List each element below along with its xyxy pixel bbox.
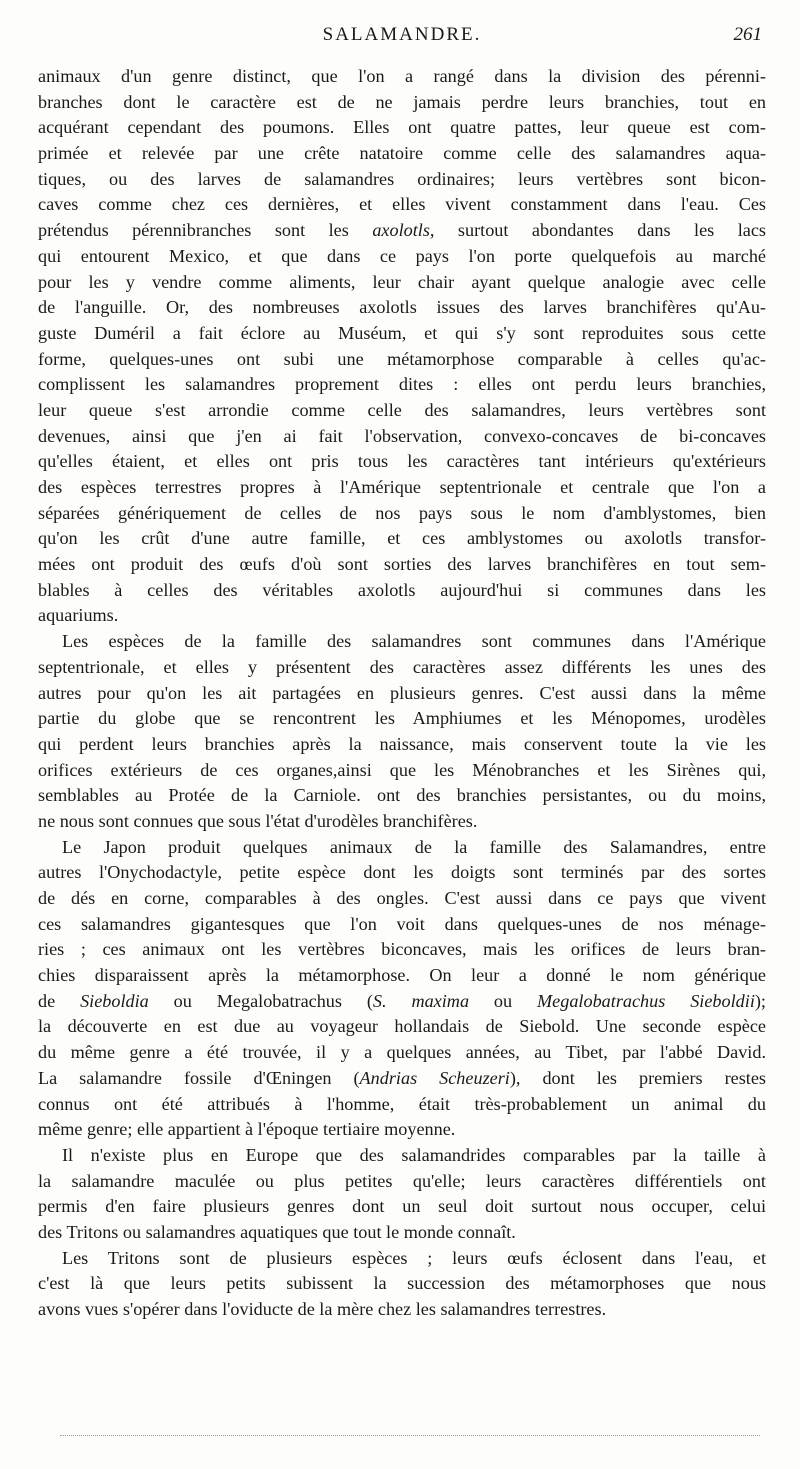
paragraph — [38, 835, 766, 1143]
text-line: permis d'en faire plusieurs genres dont un seul doit surtout nous occuper, celui — [38, 1196, 766, 1217]
text-line: ne nous sont connues que sous l'état d'urodèles branchifères. — [38, 810, 478, 831]
text-line: de Sieboldia ou Megalobatrachus (S. maxima ou Megalobatrachus Sieboldii); — [38, 990, 766, 1011]
footer-rule — [60, 1435, 760, 1438]
text-line: autres l'Onychodactyle, petite espèce dont les doigts sont terminés par des sortes — [38, 862, 766, 883]
text-line: primée et relevée par une crête natatoire comme celle des salamandres aqua- — [38, 143, 766, 164]
text-line: devenues, ainsi que j'en ai fait l'observation, convexo-concaves de bi-concaves — [38, 425, 766, 446]
text-line: qu'elles étaient, et elles ont pris tous les caractères tant intérieurs qu'extérieurs — [38, 451, 766, 472]
text-line: blables à celles des véritables axolotls aujourd'hui si communes dans les — [38, 579, 766, 600]
text-line: des Tritons ou salamandres aquatiques que tout le monde connaît. — [38, 1221, 516, 1242]
text-line: c'est là que leurs petits subissent la succession des métamorphoses que nous — [38, 1273, 766, 1294]
text-line: de l'anguille. Or, des nombreuses axolotls issues des larves branchifères qu'Au- — [38, 297, 766, 318]
paragraph — [38, 1246, 766, 1323]
text-line: des espèces terrestres propres à l'Amérique septentrionale et centrale que l'on a — [38, 477, 766, 497]
text-line: même genre; elle appartient à l'époque tertiaire moyenne. — [38, 1119, 456, 1140]
text-line: connus ont été attribués à l'homme, était très-probablement un animal du — [38, 1093, 766, 1114]
text-line: séparées génériquement de celles de nos pays sous le nom d'amblystomes, bien — [38, 502, 766, 523]
text-line: ries ; ces animaux ont les vertèbres biconcaves, mais les orifices de leurs bran- — [38, 939, 766, 960]
text-line: septentrionale, et elles y présentent des caractères assez différents les unes des — [38, 656, 766, 677]
paragraph — [38, 629, 766, 835]
text-line: ces salamandres gigantesques que l'on voit dans quelques-unes de nos ménage- — [38, 913, 766, 934]
text-line: Le Japon produit quelques animaux de la famille des Salamandres, entre — [62, 836, 766, 857]
text-line: partie du globe que se rencontrent les Amphiumes et les Ménopomes, urodèles — [38, 708, 766, 729]
text-line: aquariums. — [38, 605, 119, 626]
text-line: qui entourent Mexico, et que dans ce pays l'on porte quelquefois au marché — [38, 245, 766, 266]
text-line: animaux d'un genre distinct, que l'on a rangé dans la division des pérenni- — [38, 66, 766, 86]
text-line: Les espèces de la famille des salamandres sont communes dans l'Amérique — [62, 631, 766, 652]
text-line: de dés en corne, comparables à des ongles. C'est aussi dans ce pays que vivent — [38, 888, 766, 908]
text-line: acquérant cependant des poumons. Elles ont quatre pattes, leur queue est com- — [38, 117, 766, 138]
page-header — [38, 24, 766, 54]
text-line: avons vues s'opérer dans l'oviducte de la mère chez les salamandres terrestres. — [38, 1299, 607, 1319]
text-line: la découverte en est due au voyageur hollandais de Siebold. Une seconde espèce — [38, 1016, 766, 1037]
text-line: Les Tritons sont de plusieurs espèces ; leurs œufs éclosent dans l'eau, et — [62, 1247, 766, 1268]
text-line: leur queue s'est arrondie comme celle des salamandres, leurs vertèbres sont — [38, 399, 766, 420]
text-line: prétendus pérennibranches sont les axolotls, surtout abondantes dans les lacs — [38, 220, 766, 241]
running-head: SALAMANDRE. — [322, 24, 482, 45]
text-line: caves comme chez ces dernières, et elles vivent constamment dans l'eau. Ces — [38, 194, 766, 215]
paragraph — [38, 64, 766, 629]
body-text — [38, 64, 766, 1323]
text-line: mées ont produit des œufs d'où sont sorties des larves branchifères en tout sem- — [38, 554, 766, 575]
text-line: orifices extérieurs de ces organes,ainsi que les Ménobranches et les Sirènes qui, — [38, 759, 766, 780]
text-line: semblables au Protée de la Carniole. ont des branchies persistantes, ou du moins, — [38, 785, 766, 806]
text-line: la salamandre maculée ou plus petites qu'elle; leurs caractères différentiels ont — [38, 1170, 766, 1191]
text-line: Il n'existe plus en Europe que des salamandrides comparables par la taille à — [62, 1144, 766, 1165]
paragraph — [38, 1143, 766, 1246]
text-line: guste Duméril a fait éclore au Muséum, et qui s'y sont reproduites sous cette — [38, 322, 766, 343]
text-line: branches dont le caractère est de ne jamais perdre leurs branchies, tout en — [38, 91, 766, 112]
text-line: La salamandre fossile d'Œningen (Andrias Scheuzeri), dont les premiers restes — [38, 1067, 767, 1088]
text-line: forme, quelques-unes ont subi une métamorphose comparable à celles qu'ac- — [38, 348, 766, 369]
text-line: autres pour qu'on les ait partagées en plusieurs genres. C'est aussi dans la même — [38, 682, 766, 703]
text-line: pour les y vendre comme aliments, leur chair ayant quelque analogie avec celle — [38, 271, 766, 292]
text-line: qui perdent leurs branchies après la naissance, mais conservent toute la vie les — [38, 733, 766, 754]
text-line: qu'on les crût d'une autre famille, et ces amblystomes ou axolotls transfor- — [38, 528, 766, 549]
text-line: tiques, ou des larves de salamandres ordinaires; leurs vertèbres sont bicon- — [38, 168, 766, 189]
text-line: complissent les salamandres proprement dites : elles ont perdu leurs branchies, — [38, 374, 766, 395]
text-line: du même genre a été trouvée, il y a quelques années, au Tibet, par l'abbé David. — [38, 1042, 766, 1063]
page-number: 261 — [733, 24, 762, 45]
text-line: chies disparaissent après la métamorphose. On leur a donné le nom générique — [38, 965, 766, 986]
